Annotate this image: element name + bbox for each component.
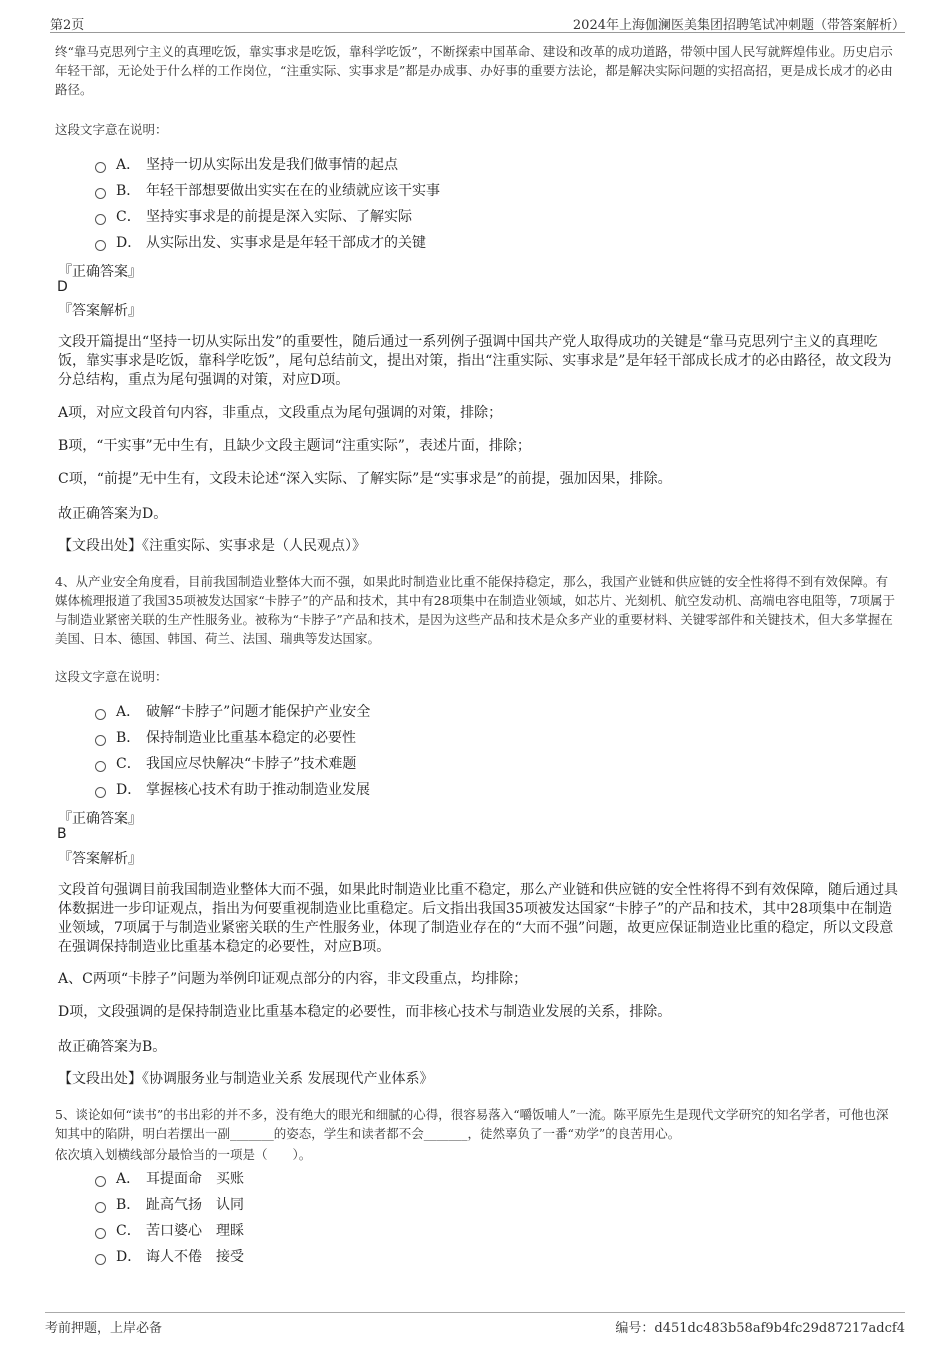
- page-number: 第2页: [50, 18, 85, 33]
- q4-analysis-2: A、C两项“卡脖子”问题为举例印证观点部分的内容，非文段重点，均排除；: [58, 971, 528, 987]
- q3-conclusion: 故正确答案为D。: [58, 506, 168, 522]
- q3-option-a[interactable]: A． 坚持一切从实际出发是我们做事情的起点: [95, 151, 795, 177]
- q3-options: [95, 151, 795, 255]
- q4-option-c[interactable]: C． 我国应尽快解决“卡脖子”技术难题: [95, 750, 795, 776]
- q5-option-c[interactable]: C． 苦口婆心 理睬: [95, 1217, 795, 1243]
- radio-icon[interactable]: [95, 1202, 106, 1213]
- q3-answer-tag: 『正确答案』: [58, 264, 142, 280]
- q5-options: [95, 1165, 795, 1269]
- document-id: 编号：d451dc483b58af9b4fc29d87217adcf4: [615, 1321, 905, 1336]
- q4-option-b[interactable]: B． 保持制造业比重基本稳定的必要性: [95, 724, 795, 750]
- radio-icon[interactable]: [95, 735, 106, 746]
- q3-analysis-1: 文段开篇提出“坚持一切从实际出发”的重要性，随后通过一系列例子强调中国共产党人取得成功的关键是“靠马克思列宁主义的真理吃饭，靠实事求是吃饭，靠科学吃饭”，尾句总结前文，提出对策，指出“注重实际、实事求是”是年轻干部成长成才的必由路径，故文段为分总结构，重点为尾句强调的对策，对应D项。: [58, 334, 892, 388]
- q4-conclusion: 故正确答案为B。: [58, 1039, 167, 1055]
- q5-option-d[interactable]: D． 诲人不倦 接受: [95, 1243, 795, 1269]
- q5-option-b[interactable]: B． 趾高气扬 认同: [95, 1191, 795, 1217]
- q3-option-b[interactable]: B． 年轻干部想要做出实实在在的业绩就应该干实事: [95, 177, 795, 203]
- document-title: 2024年上海伽澜医美集团招聘笔试冲刺题（带答案解析）: [572, 18, 905, 33]
- q3-option-c[interactable]: C． 坚持实事求是的前提是深入实际、了解实际: [95, 203, 795, 229]
- radio-icon[interactable]: [95, 188, 106, 199]
- q4-answer: B: [57, 826, 67, 842]
- radio-icon[interactable]: [95, 709, 106, 720]
- q4-analysis-tag: 『答案解析』: [58, 851, 142, 867]
- radio-icon[interactable]: [95, 1176, 106, 1187]
- q5-passage: 5、谈论如何“读书”的书出彩的并不多，没有绝大的眼光和细腻的心得，很容易落入“嚼饭哺人”一流。陈平原先生是现代文学研究的知名学者，可他也深知其中的陷阱，明白若摆出一副_______的姿态，学生和读者都不会_______，徒然辜负了一番“劝学”的良苦用心。: [55, 1107, 889, 1141]
- radio-icon[interactable]: [95, 787, 106, 798]
- q3-analysis-3: B项，“干实事”无中生有，且缺少文段主题词“注重实际”，表述片面，排除；: [58, 438, 531, 454]
- footer-slogan: 考前押题，上岸必备: [45, 1321, 163, 1336]
- q3-answer: D: [57, 279, 68, 295]
- q4-answer-tag: 『正确答案』: [58, 811, 142, 827]
- q3-analysis-2: A项，对应文段首句内容，非重点，文段重点为尾句强调的对策，排除；: [58, 405, 503, 421]
- page-header: [50, 12, 905, 33]
- q4-stem: 这段文字意在说明：: [55, 669, 168, 684]
- radio-icon[interactable]: [95, 162, 106, 173]
- q3-source: 【文段出处】《注重实际、实事求是（人民观点）》: [58, 538, 366, 554]
- q3-option-d[interactable]: D． 从实际出发、实事求是是年轻干部成才的关键: [95, 229, 795, 255]
- q5-option-a[interactable]: A． 耳提面命 买账: [95, 1165, 795, 1191]
- radio-icon[interactable]: [95, 761, 106, 772]
- q4-analysis-1: 文段首句强调目前我国制造业整体大而不强，如果此时制造业比重不稳定，那么产业链和供应链的安全性将得不到有效保障，随后通过具体数据进一步印证观点，指出为何要重视制造业比重稳定。后文指出我国35项被发达国家“卡脖子”的产品和技术，其中28项集中在制造业领域，7项属于与制造业紧密关联的生产性服务业，体现了制造业存在的“大而不强”问题，故更应保证制造业比重的稳定，所以文段意在强调保持制造业比重基本稳定的必要性，对应B项。: [58, 882, 898, 955]
- q4-option-d[interactable]: D． 掌握核心技术有助于推动制造业发展: [95, 776, 795, 802]
- q4-source: 【文段出处】《协调服务业与制造业关系 发展现代产业体系》: [58, 1071, 434, 1087]
- q3-analysis-4: C项，“前提”无中生有，文段未论述“深入实际、了解实际”是“实事求是”的前提，强加因果，排除。: [58, 471, 672, 487]
- radio-icon[interactable]: [95, 214, 106, 225]
- radio-icon[interactable]: [95, 1254, 106, 1265]
- radio-icon[interactable]: [95, 240, 106, 251]
- q3-stem: 这段文字意在说明：: [55, 122, 168, 137]
- q3-analysis-tag: 『答案解析』: [58, 303, 142, 319]
- q4-analysis-3: D项，文段强调的是保持制造业比重基本稳定的必要性，而非核心技术与制造业发展的关系，排除。: [58, 1004, 672, 1020]
- q3-passage: 终“靠马克思列宁主义的真理吃饭，靠实事求是吃饭，靠科学吃饭”，不断探索中国革命、建设和改革的成功道路，带领中国人民写就辉煌伟业。历史启示年轻干部，无论处于什么样的工作岗位，“注重实际、实事求是”都是办成事、办好事的重要方法论，都是解决实际问题的实招高招，更是成长成才的必由路径。: [55, 44, 893, 97]
- q5-stem: 依次填入划横线部分最恰当的一项是（ ）。: [55, 1147, 312, 1162]
- radio-icon[interactable]: [95, 1228, 106, 1239]
- q4-options: [95, 698, 795, 802]
- q4-option-a[interactable]: A． 破解“卡脖子”问题才能保护产业安全: [95, 698, 795, 724]
- q4-passage: 4、从产业安全角度看，目前我国制造业整体大而不强，如果此时制造业比重不能保持稳定，那么，我国产业链和供应链的安全性将得不到有效保障。有媒体梳理报道了我国35项被发达国家“卡脖子”的产品和技术，其中有28项集中在制造业领域，如芯片、光刻机、航空发动机、高端电容电阻等，7项属于与制造业紧密关联的生产性服务业。被称为“卡脖子”产品和技术，是因为这些产品和技术是众多产业的重要材料、关键零部件和关键技术，但大多掌握在美国、日本、德国、韩国、荷兰、法国、瑞典等发达国家。: [55, 574, 896, 646]
- page-footer: [45, 1312, 905, 1336]
